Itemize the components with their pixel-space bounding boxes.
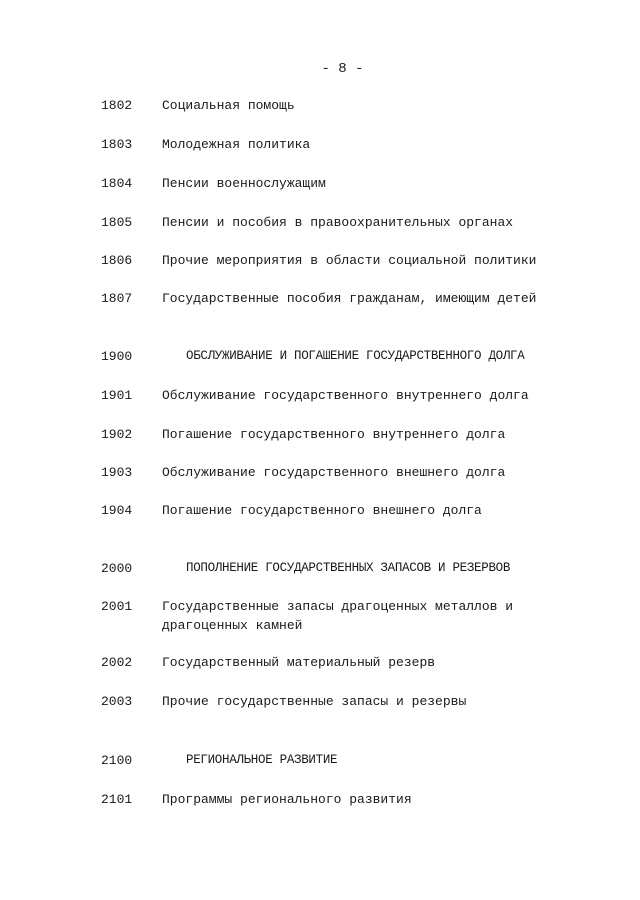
budget-code: 2000 — [101, 561, 133, 576]
budget-item-text: Социальная помощь — [162, 98, 295, 113]
budget-item-text: Обслуживание государственного внешнего долга — [162, 465, 506, 480]
budget-item-text: Пенсии и пособия в правоохранительных органах — [162, 215, 514, 230]
budget-code: 1807 — [101, 291, 133, 306]
budget-code: 2003 — [101, 694, 133, 709]
budget-code: 1805 — [101, 215, 133, 230]
budget-item-text: Погашение государственного внешнего долга — [162, 503, 482, 518]
budget-code: 2100 — [101, 753, 133, 768]
budget-item-text: Молодежная политика — [162, 137, 311, 152]
budget-code: 1806 — [101, 253, 133, 268]
section-heading: РЕГИОНАЛЬНОЕ РАЗВИТИЕ — [186, 753, 338, 767]
budget-code: 1804 — [101, 176, 133, 191]
budget-code: 1803 — [101, 137, 133, 152]
budget-code: 1902 — [101, 427, 133, 442]
budget-code: 1904 — [101, 503, 133, 518]
budget-code: 1901 — [101, 388, 133, 403]
budget-item-text: Обслуживание государственного внутреннего долга — [162, 388, 529, 403]
budget-item-text: Прочие мероприятия в области социальной политики — [162, 253, 537, 268]
section-heading: ОБСЛУЖИВАНИЕ И ПОГАШЕНИЕ ГОСУДАРСТВЕННОГО ДОЛГА — [186, 349, 525, 363]
budget-item-text-line-2: драгоценных камней — [162, 618, 303, 633]
budget-code: 2002 — [101, 655, 133, 670]
budget-item-text-line-1: Государственные запасы драгоценных металлов и — [162, 599, 514, 614]
budget-code: 1903 — [101, 465, 133, 480]
budget-item-text: Государственные пособия гражданам, имеющим детей — [162, 291, 537, 306]
budget-code: 2101 — [101, 792, 133, 807]
budget-item-text: Пенсии военнослужащим — [162, 176, 326, 191]
budget-code: 2001 — [101, 599, 133, 614]
budget-item-text: Программы регионального развития — [162, 792, 412, 807]
budget-item-text: Государственный материальный резерв — [162, 655, 436, 670]
page-number: - 8 - — [321, 61, 364, 77]
budget-item-text: Погашение государственного внутреннего долга — [162, 427, 506, 442]
budget-item-text — [162, 597, 562, 635]
section-heading: ПОПОЛНЕНИЕ ГОСУДАРСТВЕННЫХ ЗАПАСОВ И РЕЗЕРВОВ — [186, 561, 511, 575]
budget-item-text: Прочие государственные запасы и резервы — [162, 694, 467, 709]
budget-code: 1802 — [101, 98, 133, 113]
budget-code: 1900 — [101, 349, 133, 364]
